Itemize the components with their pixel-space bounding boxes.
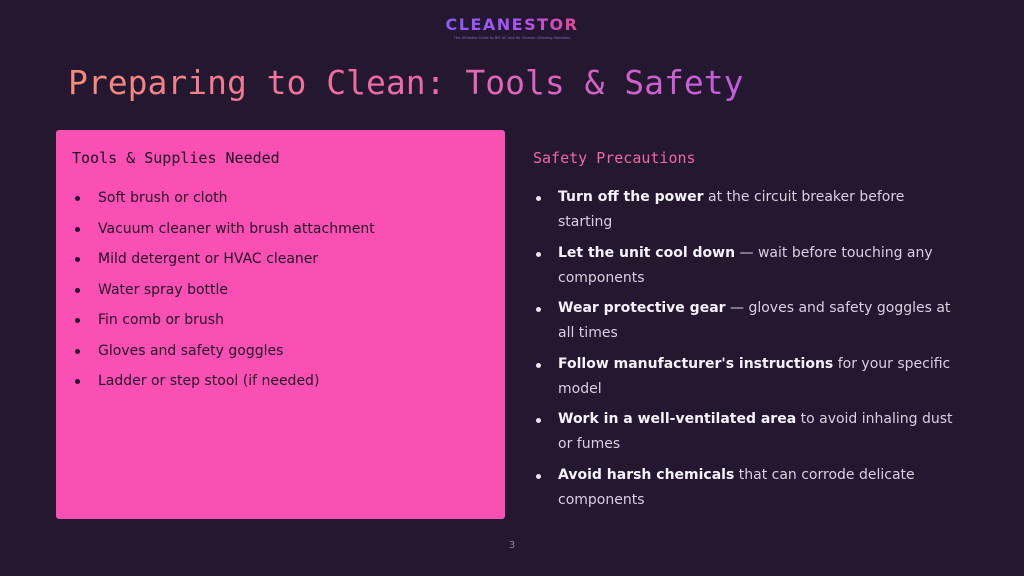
safety-list-item	[533, 185, 953, 241]
safety-list	[533, 185, 953, 518]
safety-item-text: that can corrode delicate components	[558, 466, 915, 508]
bullet-icon	[75, 318, 80, 323]
tools-list	[72, 185, 375, 399]
tools-list-item	[72, 216, 375, 247]
bullet-icon	[75, 349, 80, 354]
safety-item-text: at the circuit breaker before starting	[558, 189, 905, 230]
page-number: 3	[508, 540, 516, 551]
bullet-icon	[536, 307, 541, 312]
safety-item-emphasis: Wear protective gear	[558, 300, 726, 316]
safety-heading: Safety Precautions	[533, 149, 696, 167]
bullet-icon	[536, 363, 541, 368]
safety-item-emphasis: Work in a well-ventilated area	[558, 411, 797, 427]
tools-item-label: Ladder or step stool (if needed)	[98, 373, 320, 389]
tools-list-item	[72, 246, 375, 277]
safety-list-item	[533, 296, 953, 352]
safety-item-emphasis: Follow manufacturer's instructions	[558, 355, 834, 372]
safety-list-item	[533, 352, 953, 408]
bullet-icon	[536, 252, 541, 257]
tools-heading: Tools & Supplies Needed	[72, 149, 280, 167]
safety-item-text: — wait before touching any components	[558, 244, 933, 286]
safety-item-text: — gloves and safety goggles at all times	[558, 300, 951, 341]
brand-logo	[0, 14, 1024, 41]
bullet-icon	[75, 379, 80, 384]
safety-item-text: to avoid inhaling dust or fumes	[558, 411, 953, 452]
safety-item-emphasis: Let the unit cool down	[558, 244, 736, 261]
tools-item-label: Soft brush or cloth	[98, 190, 228, 206]
tools-card	[56, 130, 505, 519]
tools-item-label: Vacuum cleaner with brush attachment	[98, 220, 375, 237]
tools-item-label: Mild detergent or HVAC cleaner	[98, 251, 319, 267]
bullet-icon	[536, 196, 541, 201]
bullet-icon	[75, 196, 80, 201]
tools-item-label: Fin comb or brush	[98, 312, 224, 328]
tools-list-item	[72, 338, 375, 369]
bullet-icon	[75, 257, 80, 262]
safety-list-item	[533, 407, 953, 463]
tools-item-label: Gloves and safety goggles	[98, 342, 284, 359]
safety-item-emphasis: Avoid harsh chemicals	[558, 466, 735, 483]
tools-list-item	[72, 185, 375, 216]
tools-list-item	[72, 307, 375, 338]
tools-item-label: Water spray bottle	[98, 281, 229, 298]
logo-tagline: The Ultimate Guide to DIY AC and Air Cleaner Cleaning Solutions	[453, 36, 571, 40]
slide-title: Preparing to Clean: Tools & Safety	[68, 60, 744, 106]
safety-list-item	[533, 463, 953, 519]
bullet-icon	[536, 418, 541, 423]
logo-wordmark: CLEANESTOR	[445, 15, 579, 34]
bullet-icon	[75, 288, 80, 293]
tools-list-item	[72, 277, 375, 308]
bullet-icon	[75, 227, 80, 232]
safety-item-emphasis: Turn off the power	[558, 189, 704, 205]
tools-list-item	[72, 368, 375, 399]
safety-item-text: for your specific model	[558, 355, 951, 397]
bullet-icon	[536, 474, 541, 479]
safety-list-item	[533, 241, 953, 297]
